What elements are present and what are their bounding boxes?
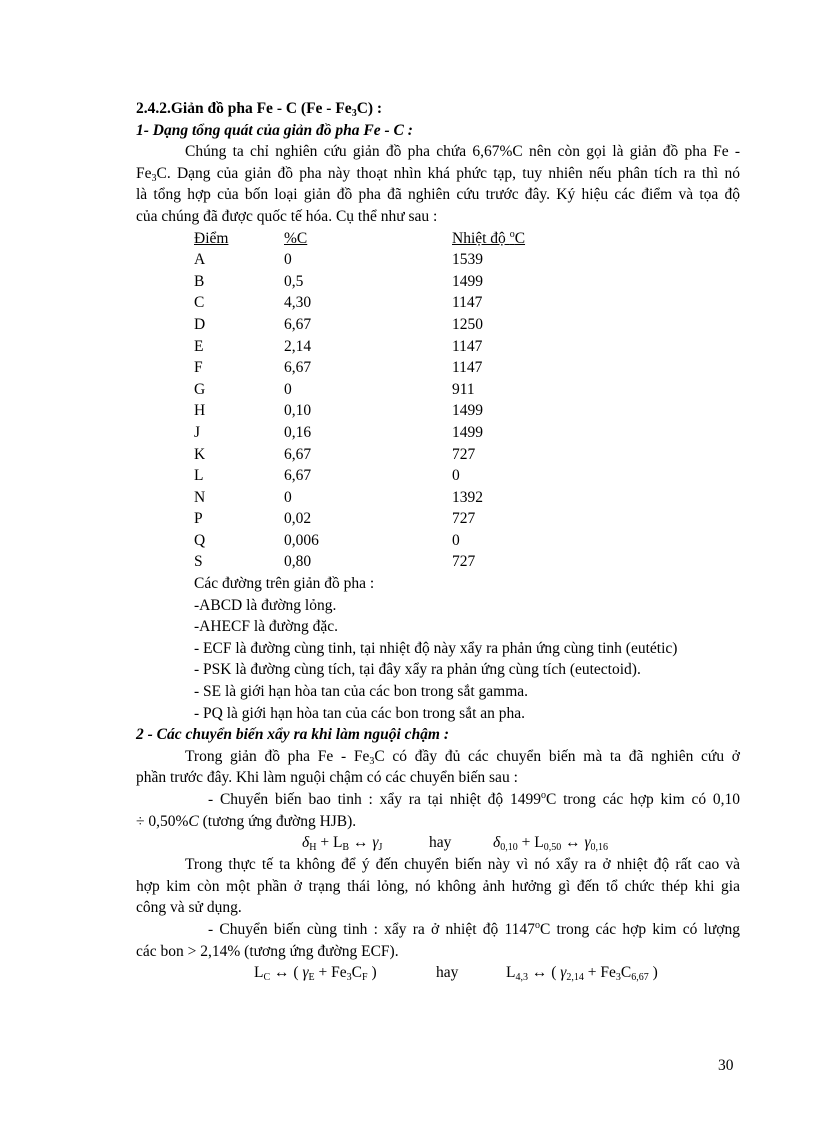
paragraph-line: các bon > 2,14% (tương ứng đường ECF). [136, 942, 399, 960]
cell-carbon: 6,67 [284, 315, 312, 333]
cell-temp: 1147 [452, 359, 483, 377]
paragraph-line: Chúng ta chỉ nghiên cứu giản đồ pha chứa 6,67%C nên còn gọi là giản đồ pha Fe - [185, 143, 740, 161]
cell-carbon: 6,67 [284, 467, 312, 485]
cell-point: L [194, 467, 204, 485]
table-row [194, 465, 572, 487]
cell-temp: 727 [452, 510, 476, 528]
paragraph-line: công và sử dụng. [136, 899, 242, 917]
table-row [194, 271, 572, 293]
cell-temp: 1539 [452, 251, 483, 269]
table-row [194, 530, 572, 552]
cell-point: Q [194, 531, 206, 549]
cell-carbon: 0 [284, 488, 292, 506]
eutectic-formula [136, 962, 740, 984]
cell-point: J [194, 423, 201, 441]
list-item: - SE là giới hạn hòa tan của các bon trong sắt gamma. [194, 683, 529, 701]
cell-point: G [194, 380, 206, 398]
header-temperature: Nhiệt độ $^o$C [452, 228, 526, 247]
cell-temp: 911 [452, 380, 475, 398]
cell-carbon: 6,67 [284, 445, 312, 463]
table-row [194, 422, 572, 444]
page-number: 30 [718, 1057, 734, 1074]
cell-carbon: 4,30 [284, 294, 312, 312]
peritectic-formula [136, 832, 740, 854]
cell-point: D [194, 315, 206, 333]
formula-right: $\delta_{0,10} + L_{0,50}$ ↔ $\gamma_{0,16}$ [493, 834, 609, 854]
formula-left: $L_C$ ↔ ( $\gamma_E + Fe_3C_F$ ) [254, 964, 377, 984]
cell-carbon: 0,10 [284, 402, 312, 420]
cell-temp: 0 [452, 467, 460, 485]
cell-temp: 1499 [452, 402, 483, 420]
cell-temp: 1392 [452, 488, 483, 506]
cell-point: A [194, 251, 206, 269]
cell-temp: 1147 [452, 294, 483, 312]
paragraph-line: của chúng đã được quốc tế hóa. Cụ thể như sau : [136, 207, 438, 225]
table-row [194, 249, 572, 271]
table-row [194, 336, 572, 358]
section-heading: 2.4.2.Giản đồ pha Fe - C $(Fe - Fe_3C)$ : [136, 100, 383, 119]
table-row [194, 444, 572, 466]
list-item: - PQ là giới hạn hòa tan của các bon trong sắt an pha. [194, 704, 526, 722]
list-item: -AHECF là đường đặc. [194, 618, 339, 636]
cell-carbon: 6,67 [284, 359, 312, 377]
paragraph-line: Trong giản đồ pha Fe - $Fe_3C$ có đầy đủ các chuyển biến mà ta đã nghiên cứu ở [185, 747, 740, 767]
cell-point: E [194, 337, 204, 355]
cell-temp: 0 [452, 531, 460, 549]
table-row [194, 379, 572, 401]
points-table [194, 228, 572, 574]
cell-temp: 1250 [452, 315, 483, 333]
formula-left: $\delta_H + L_B$ ↔ $\gamma_J$ [302, 834, 383, 854]
header-carbon: %C [284, 229, 308, 247]
cell-carbon: 2,14 [284, 337, 312, 355]
table-row [194, 508, 572, 530]
paragraph-line: phần trước đây. Khi làm nguội chậm có các chuyển biến sau : [136, 769, 518, 787]
cell-carbon: 0,80 [284, 553, 312, 571]
table-row [194, 551, 572, 573]
table-header-row [194, 228, 572, 250]
table-row [194, 292, 572, 314]
cell-carbon: 0 [284, 251, 292, 269]
header-point: Điểm [194, 229, 229, 247]
paragraph-line: là tổng hợp của bốn loại giản đồ pha đã nghiên cứu trước đây. Ký hiệu các điểm và tọa độ [136, 186, 740, 204]
table-row [194, 400, 572, 422]
cell-point: S [194, 553, 203, 571]
cell-carbon: 0 [284, 380, 292, 398]
cell-temp: 727 [452, 445, 476, 463]
cell-temp: 727 [452, 553, 476, 571]
cell-carbon: 0,5 [284, 272, 304, 290]
part1-title: 1- Dạng tổng quát của giản đồ pha Fe - C : [136, 121, 413, 139]
table-row [194, 487, 572, 509]
cell-temp: 1499 [452, 423, 483, 441]
cell-point: K [194, 445, 206, 463]
cell-carbon: 0,006 [284, 531, 319, 549]
cell-point: H [194, 402, 206, 420]
paragraph-line: Trong thực tế ta không để ý đến chuyển biến này vì nó xẩy ra ở nhiệt độ rất cao và [185, 856, 740, 874]
paragraph-line: - Chuyển biến cùng tinh : xẩy ra ở nhiệt độ 1147$^o$C trong các hợp kim có lượng [208, 919, 740, 938]
formula-right: $L_{4,3}$ ↔ ( $\gamma_{2,14} + Fe_3C_{6,67}$ ) [506, 964, 658, 984]
paragraph-line: - Chuyển biến bao tinh : xẩy ra tại nhiệt độ 1499$^o$C trong các hợp kim có 0,10 [208, 790, 740, 808]
cell-temp: 1499 [452, 272, 483, 290]
cell-point: N [194, 488, 206, 506]
paragraph-line: hợp kim còn một phần ở trạng thái lỏng, nó không ảnh hưởng gì đến tổ chức thép khi gia [136, 877, 740, 895]
lines-intro: Các đường trên giản đồ pha : [194, 575, 375, 593]
formula-hay: hay [436, 964, 459, 982]
part2-title: 2 - Các chuyển biến xẩy ra khi làm nguội chậm : [136, 726, 450, 744]
cell-carbon: 0,16 [284, 423, 312, 441]
cell-point: C [194, 294, 205, 312]
list-item: - PSK là đường cùng tích, tại đây xẩy ra phản ứng cùng tích (eutectoid). [194, 661, 641, 679]
list-item: -ABCD là đường lỏng. [194, 596, 337, 614]
cell-point: B [194, 272, 205, 290]
paragraph-line: ÷ 0,50%C (tương ứng đường HJB). [136, 812, 357, 830]
table-row [194, 314, 572, 336]
formula-hay: hay [429, 834, 452, 852]
cell-point: F [194, 359, 203, 377]
paragraph-line: $Fe_3C$. Dạng của giản đồ pha này thoạt nhìn khá phức tạp, tuy nhiên nếu phân tích ra thì nó [136, 164, 740, 184]
cell-temp: 1147 [452, 337, 483, 355]
cell-carbon: 0,02 [284, 510, 312, 528]
cell-point: P [194, 510, 203, 528]
table-row [194, 357, 572, 379]
list-item: - ECF là đường cùng tinh, tại nhiệt độ này xẩy ra phản ứng cùng tinh (eutétic) [194, 639, 678, 657]
document-page [136, 98, 740, 984]
